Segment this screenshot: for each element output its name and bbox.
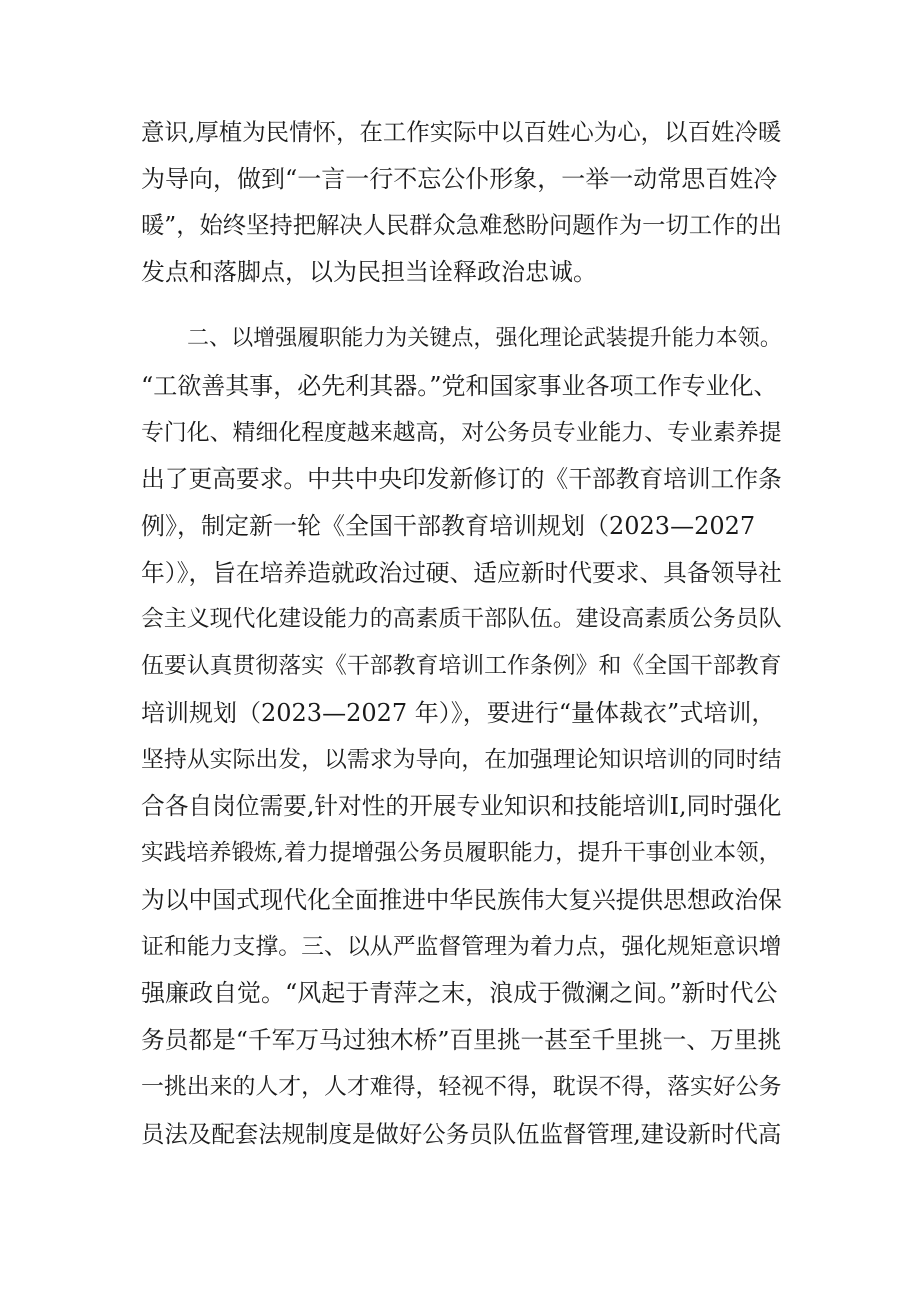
text-line: 意识,厚植为民情怀，在工作实际中以百姓心为心，以百姓冷暖 xyxy=(141,118,782,146)
text-line: 实践培养锻炼,着力提增强公务员履职能力，提升干事创业本领， xyxy=(141,840,782,866)
text-line: 一挑出来的人才，人才难得，轻视不得，耽误不得，落实好公务 xyxy=(141,1074,782,1100)
text-line: 证和能力支撑。三、以从严监督管理为着力点，强化规矩意识增 xyxy=(141,934,782,960)
text-line: 为导向，做到“一言一行不忘公仆形象，一举一动常思百姓冷 xyxy=(141,165,778,193)
text-line: 为以中国式现代化全面推进中华民族伟大复兴提供思想政治保 xyxy=(141,886,782,914)
text-line: 务员都是“千军万马过独木桥”百里挑一甚至千里挑一、万里挑 xyxy=(141,1026,782,1054)
text-line: 暖”，始终坚持把解决人民群众急难愁盼问题作为一切工作的出 xyxy=(141,212,782,239)
text-line: 培训规划（2023—2027 年）》，要进行“量体裁衣”式培训， xyxy=(141,699,776,727)
text-line: 发点和落脚点，以为民担当诠释政治忠诚。 xyxy=(141,258,597,286)
text-line: 员法及配套法规制度是做好公务员队伍监督管理,建设新时代高 xyxy=(141,1120,782,1148)
text-line: 出了更高要求。中共中央印发新修订的《干部教育培训工作条 xyxy=(141,465,782,493)
text-line: 伍要认真贯彻落实《干部教育培训工作条例》和《全国干部教育 xyxy=(141,653,782,679)
paragraph-heading: 二、以增强履职能力为关键点，强化理论武装提升能力本领。 xyxy=(187,326,782,351)
text-line: 年）》，旨在培养造就政治过硬、适应新时代要求、具备领导社 xyxy=(141,559,782,587)
text-line: “工欲善其事，必先利其器。”党和国家事业各项工作专业化、 xyxy=(141,372,778,400)
text-line: 会主义现代化建设能力的高素质干部队伍。建设高素质公务员队 xyxy=(141,606,782,632)
text-line: 专门化、精细化程度越来越高，对公务员专业能力、专业素养提 xyxy=(141,420,782,446)
text-line: 例》，制定新一轮《全国干部教育培训规划（2023—2027 xyxy=(141,512,756,540)
text-line: 合各自岗位需要,针对性的开展专业知识和技能培训I,同时强化 xyxy=(141,792,782,820)
text-line: 坚持从实际出发，以需求为导向，在加强理论知识培训的同时结 xyxy=(141,747,782,773)
text-line: 强廉政自觉。“风起于青萍之末，浪成于微澜之间。”新时代公 xyxy=(141,979,778,1007)
